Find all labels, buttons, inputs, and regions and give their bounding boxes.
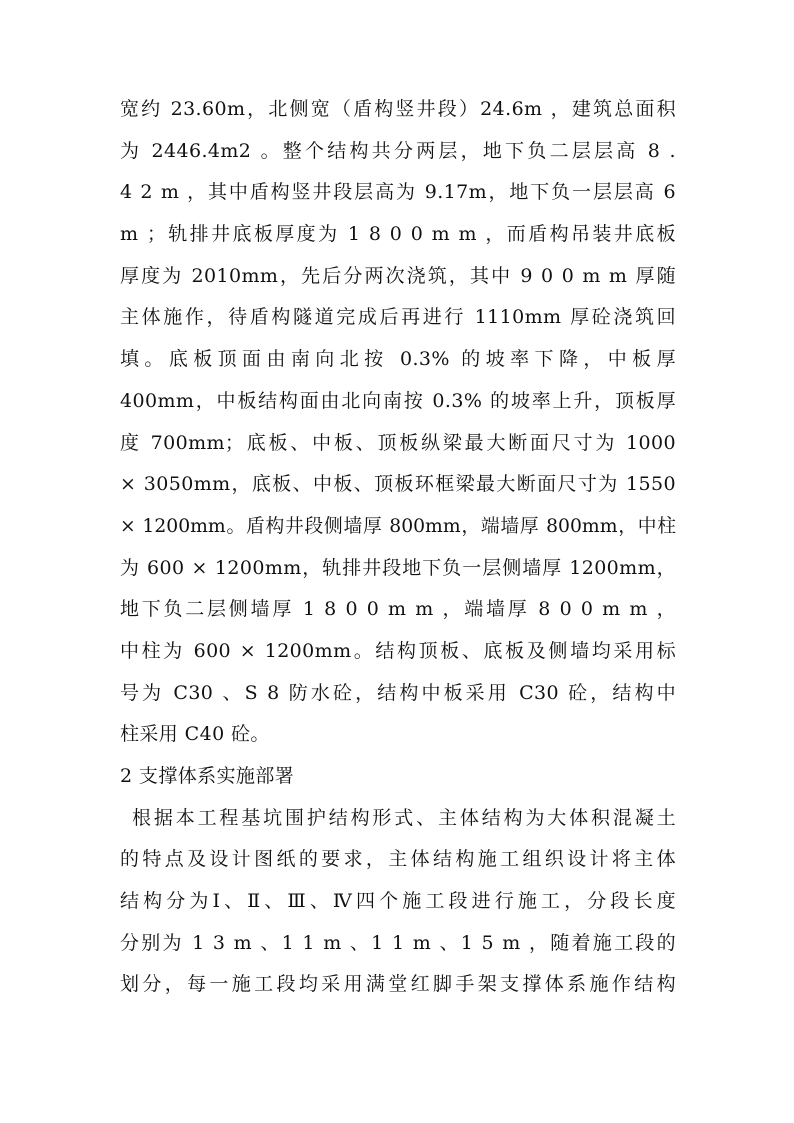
paragraph-1-line: 号为 C30 、S 8 防水砼，结构中板采用 C30 砼，结构中 [120, 681, 676, 704]
paragraph-2-line: 根据本工程基坑围护结构形式、主体结构为大体积混凝土 [132, 806, 676, 829]
paragraph-1-line: 为 2446.4m2 。整个结构共分两层，地下负二层层高 8 . [120, 139, 676, 162]
paragraph-1-line: 为 600 × 1200mm，轨排井段地下负一层侧墙厚 1200mm， [120, 556, 676, 579]
paragraph-1-line: 地下负二层侧墙厚 1 8 0 0 m m ，端墙厚 8 0 0 m m ， [120, 598, 676, 621]
paragraph-2-line: 划分，每一施工段均采用满堂红脚手架支撑体系施作结构 [120, 973, 676, 996]
paragraph-1-line: 中柱为 600 × 1200mm。结构顶板、底板及侧墙均采用标 [120, 639, 676, 662]
document-body [120, 89, 676, 1006]
paragraph-1-line: 400mm，中板结构面由北向南按 0.3% 的坡率上升，顶板厚 [120, 389, 676, 412]
paragraph-1-line: 主体施作，待盾构隧道完成后再进行 1110mm 厚砼浇筑回 [120, 306, 676, 329]
paragraph-1-line: 柱采用 C40 砼。 [120, 723, 270, 746]
paragraph-2-line: 分别为 1 3 m 、1 1 m 、1 1 m 、1 5 m ，随着施工段的 [120, 931, 676, 954]
paragraph-1-line: 4 2 m ，其中盾构竖井段层高为 9.17m，地下负一层层高 6 [120, 181, 676, 204]
paragraph-1-line: × 1200mm。盾构井段侧墙厚 800mm，端墙厚 800mm，中柱 [120, 515, 676, 537]
paragraph-1-line: × 3050mm，底板、中板、顶板环框梁最大断面尺寸为 1550 [120, 473, 676, 496]
paragraph-2-line: 结构分为Ⅰ、Ⅱ、Ⅲ、Ⅳ四个施工段进行施工，分段长度 [120, 890, 676, 913]
paragraph-1-line: 宽约 23.60m，北侧宽（盾构竖井段）24.6m ，建筑总面积 [120, 98, 676, 120]
paragraph-1-line: m ；轨排井底板厚度为 1 8 0 0 m m ，而盾构吊装井底板 [120, 223, 676, 246]
paragraph-1-line: 度 700mm；底板、中板、顶板纵梁最大断面尺寸为 1000 [120, 431, 676, 454]
section-heading: 2 支撑体系实施部署 [120, 765, 295, 787]
paragraph-1-line: 厚度为 2010mm，先后分两次浇筑，其中 9 0 0 m m 厚随 [120, 264, 676, 287]
paragraph-2-line: 的特点及设计图纸的要求，主体结构施工组织设计将主体 [120, 848, 676, 871]
paragraph-1-line: 填。底板顶面由南向北按 0.3% 的坡率下降，中板厚 [120, 348, 676, 371]
